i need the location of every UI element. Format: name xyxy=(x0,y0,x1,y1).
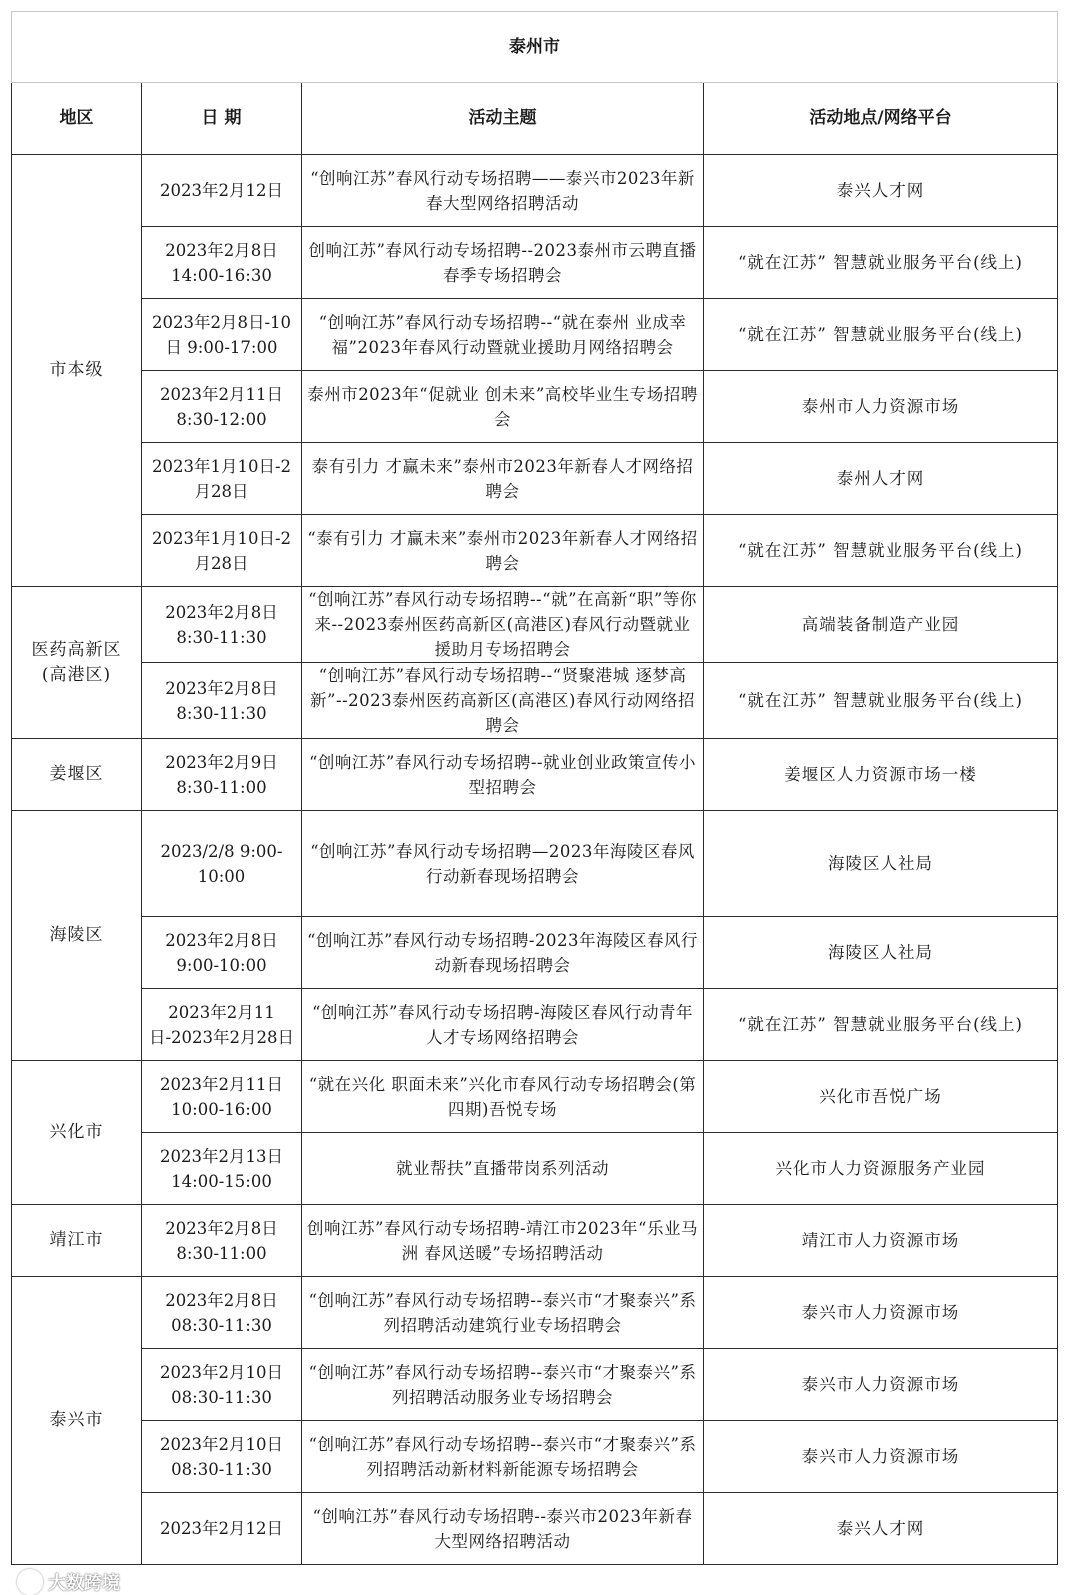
table-row xyxy=(12,155,1058,227)
date-cell: 2023年2月12日 xyxy=(142,1493,302,1565)
theme-cell: 创响江苏”春风行动专场招聘-靖江市2023年“乐业马洲 春风送暖”专场招聘活动 xyxy=(302,1205,704,1277)
region-label: 兴化市 xyxy=(49,1122,104,1142)
theme-cell: “创响江苏”春风行动专场招聘—2023年海陵区春风行动新春现场招聘会 xyxy=(302,811,704,917)
watermark-text: 大数跨境 xyxy=(48,1573,120,1594)
venue-cell: 泰州人才网 xyxy=(704,443,1058,515)
theme-cell: “创响江苏”春风行动专场招聘--“就”在高新“职”等你来--2023泰州医药高新区(高港区)春风行动暨就业援助月专场招聘会 xyxy=(302,587,704,663)
venue-cell: 泰州市人力资源市场 xyxy=(704,371,1058,443)
venue-cell: “就在江苏” 智慧就业服务平台(线上) xyxy=(704,663,1058,739)
table-row xyxy=(12,663,1058,739)
region-cell xyxy=(12,587,142,739)
table-row xyxy=(12,371,1058,443)
header-row xyxy=(12,83,1058,155)
date-cell: 2023年2月9日 8:30-11:00 xyxy=(142,739,302,811)
theme-cell: “创响江苏”春风行动专场招聘-海陵区春风行动青年人才专场网络招聘会 xyxy=(302,989,704,1061)
theme-cell: “创响江苏”春风行动专场招聘——泰兴市2023年新春大型网络招聘活动 xyxy=(302,155,704,227)
table-row xyxy=(12,1349,1058,1421)
table-row xyxy=(12,1133,1058,1205)
theme-cell: “创响江苏”春风行动专场招聘--“就在泰州 业成幸福”2023年春风行动暨就业援助月网络招聘会 xyxy=(302,299,704,371)
venue-cell: “就在江苏” 智慧就业服务平台(线上) xyxy=(704,515,1058,587)
theme-cell: “创响江苏”春风行动专场招聘--“贤聚港城 逐梦高新”--2023泰州医药高新区(高港区)春风行动网络招聘会 xyxy=(302,663,704,739)
table-row xyxy=(12,811,1058,917)
date-cell: 2023年2月8日 8:30-11:30 xyxy=(142,587,302,663)
table-row xyxy=(12,443,1058,515)
theme-cell: “创响江苏”春风行动专场招聘--就业创业政策宣传小型招聘会 xyxy=(302,739,704,811)
date-cell: 2023年2月10日 08:30-11:30 xyxy=(142,1421,302,1493)
date-cell: 2023年1月10日-2月28日 xyxy=(142,515,302,587)
venue-cell: 姜堰区人力资源市场一楼 xyxy=(704,739,1058,811)
theme-cell: “创响江苏”春风行动专场招聘--泰兴市“才聚泰兴”系列招聘活动建筑行业专场招聘会 xyxy=(302,1277,704,1349)
venue-cell: 泰兴市人力资源市场 xyxy=(704,1421,1058,1493)
date-cell: 2023/2/8 9:00-10:00 xyxy=(142,811,302,917)
column-header-date: 日 期 xyxy=(142,83,302,155)
venue-cell: 泰兴市人力资源市场 xyxy=(704,1277,1058,1349)
date-cell: 2023年2月11日 8:30-12:00 xyxy=(142,371,302,443)
theme-cell: “创响江苏”春风行动专场招聘--泰兴市2023年新春大型网络招聘活动 xyxy=(302,1493,704,1565)
region-label: 姜堰区 xyxy=(49,764,104,784)
title-row xyxy=(12,12,1058,83)
theme-cell: “创响江苏”春风行动专场招聘--泰兴市“才聚泰兴”系列招聘活动服务业专场招聘会 xyxy=(302,1349,704,1421)
theme-cell: “创响江苏”春风行动专场招聘-2023年海陵区春风行动新春现场招聘会 xyxy=(302,917,704,989)
venue-cell: “就在江苏” 智慧就业服务平台(线上) xyxy=(704,227,1058,299)
table-row xyxy=(12,739,1058,811)
theme-cell: “就在兴化 职面未来”兴化市春风行动专场招聘会(第四期)吾悦专场 xyxy=(302,1061,704,1133)
venue-cell: “就在江苏” 智慧就业服务平台(线上) xyxy=(704,989,1058,1061)
region-cell xyxy=(12,1061,142,1205)
venue-cell: 兴化市人力资源服务产业园 xyxy=(704,1133,1058,1205)
watermark xyxy=(17,1569,120,1595)
document-page xyxy=(11,11,1057,1594)
table-row xyxy=(12,1205,1058,1277)
venue-cell: 海陵区人社局 xyxy=(704,917,1058,989)
logo-icon xyxy=(17,1569,43,1595)
theme-cell: 泰州市2023年“促就业 创未来”高校毕业生专场招聘会 xyxy=(302,371,704,443)
date-cell: 2023年2月11日 10:00-16:00 xyxy=(142,1061,302,1133)
column-header-theme: 活动主题 xyxy=(302,83,704,155)
table-row xyxy=(12,1061,1058,1133)
table-row xyxy=(12,227,1058,299)
date-cell: 2023年2月13日 14:00-15:00 xyxy=(142,1133,302,1205)
table-row xyxy=(12,299,1058,371)
table-row xyxy=(12,587,1058,663)
table-row xyxy=(12,989,1058,1061)
venue-cell: “就在江苏” 智慧就业服务平台(线上) xyxy=(704,299,1058,371)
theme-cell: “泰有引力 才赢未来”泰州市2023年新春人才网络招聘会 xyxy=(302,515,704,587)
region-label: 泰兴市 xyxy=(49,1410,104,1430)
region-cell xyxy=(12,739,142,811)
region-cell xyxy=(12,1277,142,1565)
column-header-region: 地区 xyxy=(12,83,142,155)
venue-cell: 靖江市人力资源市场 xyxy=(704,1205,1058,1277)
date-cell: 2023年2月10日 08:30-11:30 xyxy=(142,1349,302,1421)
date-cell: 2023年2月8日 14:00-16:30 xyxy=(142,227,302,299)
venue-cell: 泰兴市人力资源市场 xyxy=(704,1349,1058,1421)
date-cell: 2023年2月8日-10日 9:00-17:00 xyxy=(142,299,302,371)
venue-cell: 兴化市吾悦广场 xyxy=(704,1061,1058,1133)
region-cell xyxy=(12,811,142,1061)
date-cell: 2023年2月8日 08:30-11:30 xyxy=(142,1277,302,1349)
table-row xyxy=(12,1277,1058,1349)
venue-cell: 海陵区人社局 xyxy=(704,811,1058,917)
table-row xyxy=(12,1421,1058,1493)
theme-cell: “创响江苏”春风行动专场招聘--泰兴市“才聚泰兴”系列招聘活动新材料新能源专场招聘会 xyxy=(302,1421,704,1493)
venue-cell: 高端装备制造产业园 xyxy=(704,587,1058,663)
table-row xyxy=(12,917,1058,989)
region-cell xyxy=(12,155,142,587)
theme-cell: 就业帮扶”直播带岗系列活动 xyxy=(302,1133,704,1205)
region-label: 海陵区 xyxy=(49,925,104,945)
table-row xyxy=(12,515,1058,587)
column-header-venue: 活动地点/网络平台 xyxy=(704,83,1058,155)
date-cell: 2023年2月8日 8:30-11:30 xyxy=(142,663,302,739)
venue-cell: 泰兴人才网 xyxy=(704,1493,1058,1565)
date-cell: 2023年2月11日-2023年2月28日 xyxy=(142,989,302,1061)
theme-cell: 创响江苏”春风行动专场招聘--2023泰州市云聘直播春季专场招聘会 xyxy=(302,227,704,299)
date-cell: 2023年2月12日 xyxy=(142,155,302,227)
region-label: 靖江市 xyxy=(49,1230,104,1250)
job-fair-schedule-table xyxy=(11,11,1058,1565)
date-cell: 2023年2月8日 9:00-10:00 xyxy=(142,917,302,989)
table-row xyxy=(12,1493,1058,1565)
date-cell: 2023年1月10日-2月28日 xyxy=(142,443,302,515)
region-label: 市本级 xyxy=(49,360,104,380)
venue-cell: 泰兴人才网 xyxy=(704,155,1058,227)
region-label: 医药高新区(高港区) xyxy=(31,639,122,685)
region-cell xyxy=(12,1205,142,1277)
table-title: 泰州市 xyxy=(12,12,1058,83)
theme-cell: 泰有引力 才赢未来”泰州市2023年新春人才网络招聘会 xyxy=(302,443,704,515)
date-cell: 2023年2月8日 8:30-11:00 xyxy=(142,1205,302,1277)
